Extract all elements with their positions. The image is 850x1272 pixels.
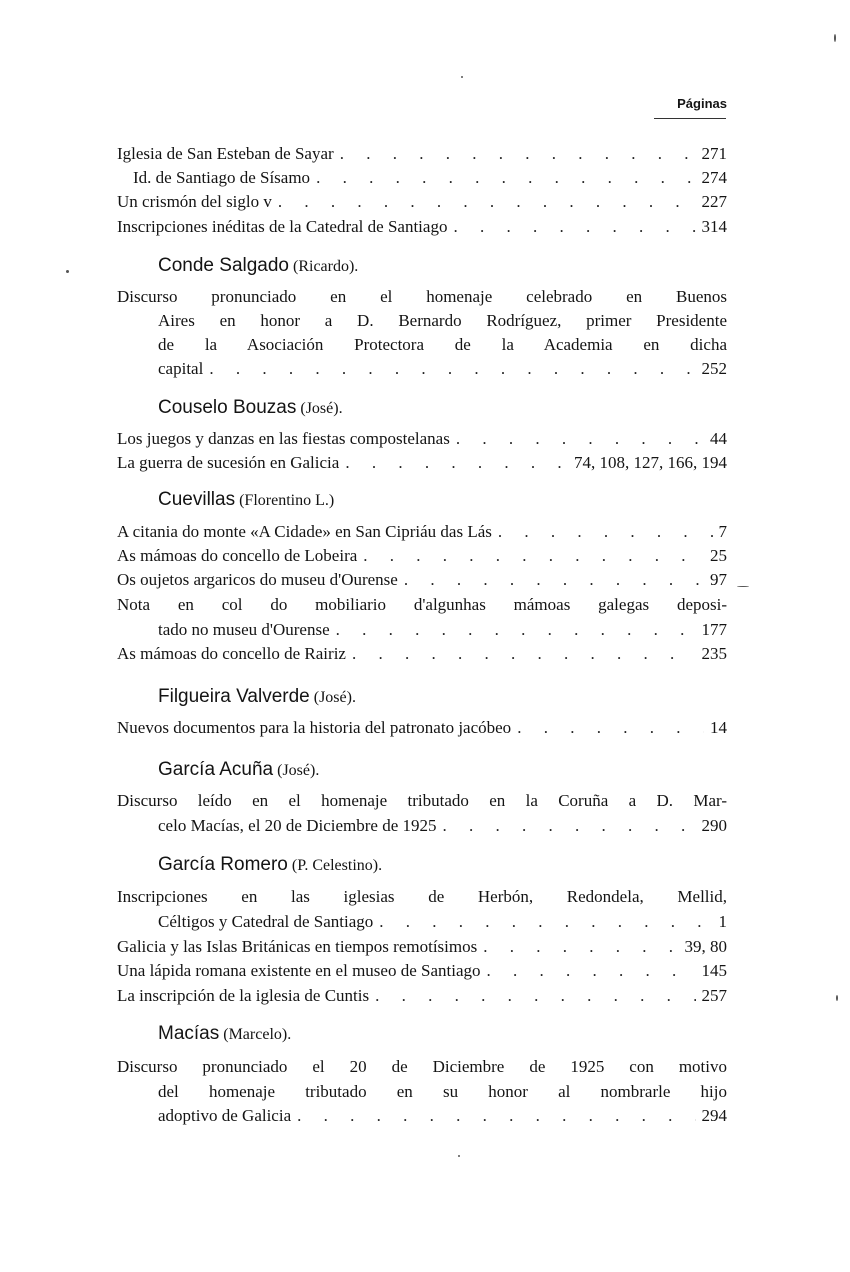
dot-leader [339, 452, 568, 474]
author-given-name: (Ricardo). [293, 258, 359, 275]
entry-line: Inscripciones en las iglesias de Herbón, Redondela, Mellid, [117, 887, 727, 906]
header-rule [654, 118, 726, 119]
dot-leader [203, 358, 695, 380]
entry-pages: 294 [701, 1106, 727, 1125]
entry-title: La guerra de sucesión en Galicia [117, 453, 340, 472]
index-entry [158, 911, 727, 933]
author-heading [158, 487, 334, 513]
entry-line: Discurso pronunciado el 20 de Diciembre de 1925 con motivo [117, 1057, 727, 1076]
scan-speck [461, 76, 463, 78]
dot-leader [272, 191, 696, 213]
author-given-name: (José). [313, 689, 356, 706]
index-entry [117, 216, 727, 238]
index-entry [158, 358, 727, 380]
author-name: García Romero [158, 854, 288, 875]
author-name: Cuevillas [158, 489, 236, 510]
author-given-name: (José). [300, 400, 343, 417]
entry-pages: 290 [701, 816, 727, 835]
dot-leader [357, 545, 704, 567]
author-name: Conde Salgado [158, 255, 289, 276]
dot-leader [334, 143, 696, 165]
entry-line: Nota en col do mobiliario d'algunhas mámoas galegas deposi- [117, 595, 727, 614]
entry-pages: 235 [701, 644, 727, 663]
author-heading [158, 684, 356, 710]
author-name: Filgueira Valverde [158, 686, 310, 707]
index-entry [117, 521, 727, 543]
index-entry [117, 643, 727, 665]
entry-title: tado no museu d'Ourense [158, 620, 330, 639]
author-name: Couselo Bouzas [158, 397, 297, 418]
scan-speck [66, 270, 69, 273]
index-entry [117, 717, 727, 739]
entry-title: Iglesia de San Esteban de Sayar [117, 144, 334, 163]
entry-title: Os oujetos argaricos do museu d'Ourense [117, 570, 398, 589]
index-entry [158, 815, 727, 837]
index-entry [117, 191, 727, 213]
entry-pages: 177 [701, 620, 727, 639]
entry-pages: 7 [718, 522, 727, 541]
entry-pages: 271 [701, 144, 727, 163]
entry-line: de la Asociación Protectora de la Academia en dicha [158, 335, 727, 354]
author-heading [158, 852, 382, 878]
index-entry [117, 452, 727, 474]
entry-pages: 1 [718, 912, 727, 931]
dot-leader [437, 815, 696, 837]
index-entry [117, 569, 727, 591]
entry-line: del homenaje tributado en su honor al nombrarle hijo [158, 1082, 727, 1101]
index-entry [133, 167, 727, 189]
entry-pages: 74, 108, 127, 166, 194 [574, 453, 727, 472]
pages-column-header: Páginas [677, 96, 727, 111]
entry-title: As mámoas do concello de Rairiz [117, 644, 346, 663]
index-entry [117, 960, 727, 982]
entry-title: Un crismón del siglo v [117, 192, 272, 211]
entry-title: Id. de Santiago de Sísamo [133, 168, 311, 187]
index-entry [117, 428, 727, 450]
entry-pages: 314 [701, 217, 727, 236]
dot-leader [310, 167, 695, 189]
entry-title: celo Macías, el 20 de Diciembre de 1925 [158, 816, 437, 835]
entry-title: Céltigos y Catedral de Santiago [158, 912, 374, 931]
entry-title: La inscripción de la iglesia de Cuntis [117, 986, 370, 1005]
entry-title: capital [158, 359, 204, 378]
entry-title: Inscripciones inéditas de la Catedral de Santiago [117, 217, 448, 236]
author-heading [158, 757, 319, 783]
entry-title: adoptivo de Galicia [158, 1106, 292, 1125]
dot-leader [369, 985, 695, 1007]
entry-title: Una lápida romana existente en el museo de Santiago [117, 961, 481, 980]
index-entry [117, 143, 727, 165]
scan-speck [836, 995, 838, 1001]
index-entry [158, 619, 727, 641]
author-given-name: (P. Celestino). [291, 857, 383, 874]
entry-line: Discurso pronunciado en el homenaje celebrado en Buenos [117, 287, 727, 306]
entry-pages: 44 [710, 429, 727, 448]
entry-pages: 145 [701, 961, 727, 980]
author-heading [158, 253, 358, 279]
author-heading [158, 1021, 291, 1047]
entry-title: Los juegos y danzas en las fiestas compostelanas [117, 429, 450, 448]
entry-title: As mámoas do concello de Lobeira [117, 546, 358, 565]
entry-pages: 14 [710, 718, 727, 737]
dot-leader [346, 643, 696, 665]
entry-pages: 97 [710, 570, 727, 589]
dot-leader [330, 619, 696, 641]
entry-pages: 39, 80 [684, 937, 727, 956]
dot-leader [291, 1105, 695, 1127]
dot-leader [447, 216, 695, 238]
scan-speck [458, 1155, 460, 1157]
scan-speck [834, 34, 836, 42]
entry-pages: 227 [701, 192, 727, 211]
dot-leader [481, 960, 696, 982]
entry-line: Aires en honor a D. Bernardo Rodríguez, primer Presidente [158, 311, 727, 330]
index-entry [117, 936, 727, 958]
entry-title: Galicia y las Islas Británicas en tiempos remotísimos [117, 937, 478, 956]
dot-leader [492, 521, 713, 543]
entry-title: Nuevos documentos para la historia del patronato jacóbeo [117, 718, 512, 737]
author-name: Macías [158, 1023, 220, 1044]
dot-leader [373, 911, 712, 933]
author-name: García Acuña [158, 759, 274, 780]
entry-line: Discurso leído en el homenaje tributado en la Coruña a D. Mar- [117, 791, 727, 810]
dot-leader [398, 569, 704, 591]
dot-leader [511, 717, 704, 739]
author-given-name: (Marcelo). [223, 1026, 292, 1043]
entry-title: A citania do monte «A Cidade» en San Cipriáu das Lás [117, 522, 492, 541]
index-entry [158, 1105, 727, 1127]
index-entry [117, 545, 727, 567]
entry-pages: 257 [701, 986, 727, 1005]
scan-speck [737, 586, 749, 587]
author-given-name: (José). [277, 762, 320, 779]
index-entry [117, 985, 727, 1007]
entry-pages: 25 [710, 546, 727, 565]
entry-pages: 252 [701, 359, 727, 378]
dot-leader [450, 428, 704, 450]
author-given-name: (Florentino L.) [239, 492, 335, 509]
entry-pages: 274 [701, 168, 727, 187]
dot-leader [477, 936, 678, 958]
author-heading [158, 395, 343, 421]
